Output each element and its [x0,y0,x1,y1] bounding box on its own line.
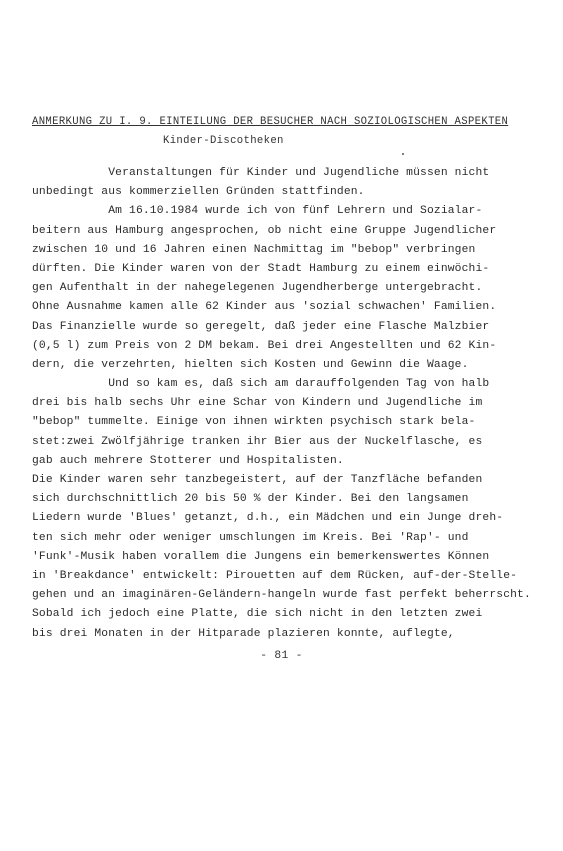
margin-mark [402,153,404,155]
text-line: zwischen 10 und 16 Jahren einen Nachmittag im "bebop" verbringen [32,243,476,256]
body-text [32,164,552,644]
text-line: Sobald ich jedoch eine Platte, die sich nicht in den letzten zwei [32,608,483,621]
page-number: - 81 - [260,650,303,662]
text-line: drei bis halb sechs Uhr eine Schar von Kindern und Jugendliche im [32,397,483,410]
text-line: Und so kam es, daß sich am darauffolgenden Tag von halb [32,378,490,391]
text-line: bis drei Monaten in der Hitparade plazieren konnte, auflegte, [32,627,455,640]
section-heading: ANMERKUNG ZU I. 9. EINTEILUNG DER BESUCHER NACH SOZIOLOGISCHEN ASPEKTEN [32,116,509,128]
text-line: gab auch mehrere Stotterer und Hospitalisten. [32,454,344,467]
text-line: Die Kinder waren sehr tanzbegeistert, auf der Tanzfläche befanden [32,474,483,486]
text-line: (0,5 l) zum Preis von 2 DM bekam. Bei drei Angestellten und 62 Kin- [32,339,497,352]
text-line: Veranstaltungen für Kinder und Jugendliche müssen nicht [32,167,490,179]
text-line: unbedingt aus kommerziellen Gründen stattfinden. [32,186,365,199]
text-line: in 'Breakdance' entwickelt: Pirouetten auf dem Rücken, auf-der-Stelle- [32,569,518,582]
text-line: sich durchschnittlich 20 bis 50 % der Kinder. Bei den langsamen [32,493,469,506]
text-line: Am 16.10.1984 wurde ich von fünf Lehrern und Sozialar- [32,205,483,218]
text-line: "bebop" tummelte. Einige von ihnen wirkten psychisch stark bela- [32,416,476,429]
text-line: beitern aus Hamburg angesprochen, ob nicht eine Gruppe Jugendlicher [32,224,497,237]
section-subheading: Kinder-Discotheken [163,135,284,147]
text-line: ten sich mehr oder weniger umschlungen im Kreis. Bei 'Rap'- und [32,531,469,544]
text-line: gen Aufenthalt in der nahegelegenen Jugendherberge untergebracht. [32,282,483,295]
text-line: 'Funk'-Musik haben vorallem die Jungens ein bemerkenswertes Können [32,550,490,563]
text-line: dern, die verzehrten, hielten sich Kosten und Gewinn die Waage. [32,358,469,371]
text-line: Ohne Ausnahme kamen alle 62 Kinder aus 'sozial schwachen' Familien. [32,301,497,314]
text-line: gehen und an imaginären-Geländern-hangeln wurde fast perfekt beherrscht. [32,589,531,602]
text-line: Liedern wurde 'Blues' getanzt, d.h., ein Mädchen und ein Junge dreh- [32,512,504,525]
text-line: dürften. Die Kinder waren von der Stadt Hamburg zu einem einwöchi- [32,262,490,275]
text-line: Das Finanzielle wurde so geregelt, daß jeder eine Flasche Malzbier [32,320,490,333]
text-line: stet:zwei Zwölfjährige tranken ihr Bier aus der Nuckelflasche, es [32,435,483,448]
